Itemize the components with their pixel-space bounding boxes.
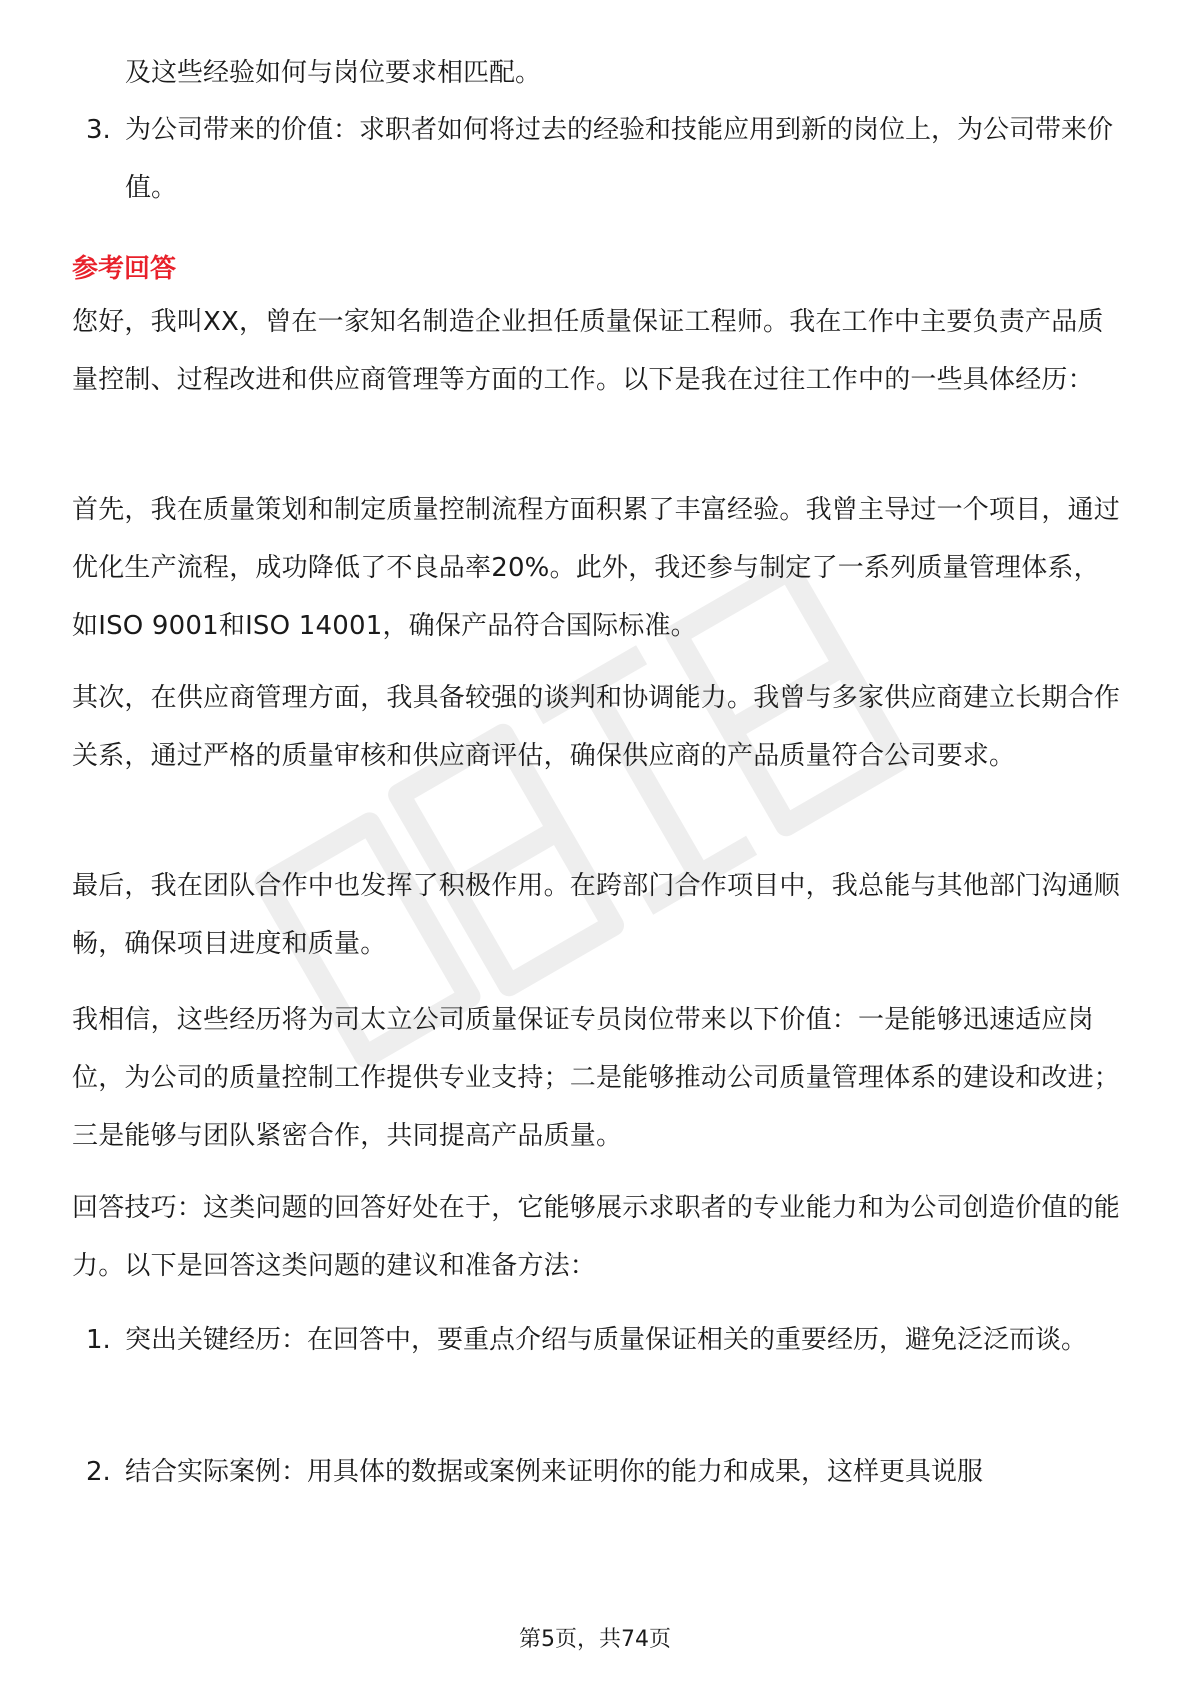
list-item-text: 结合实际案例：用具体的数据或案例来证明你的能力和成果，这样更具说服 — [125, 1457, 984, 1487]
list-number: 1. — [86, 1325, 111, 1355]
paragraph-tips: 回答技巧：这类问题的回答好处在于，它能够展示求职者的专业能力和为公司创造价值的能力。以下是回答这类问题的建议和准备方法： — [72, 1193, 1121, 1281]
list-item-text: 为公司带来的价值：求职者如何将过去的经验和技能应用到新的岗位上，为公司带来价值。 — [125, 115, 1114, 203]
paragraph-third: 最后，我在团队合作中也发挥了积极作用。在跨部门合作项目中，我总能与其他部门沟通顺畅，确保项目进度和质量。 — [72, 871, 1121, 959]
paragraph-intro: 您好，我叫XX，曾在一家知名制造企业担任质量保证工程师。我在工作中主要负责产品质量控制、过程改进和供应商管理等方面的工作。以下是我在过往工作中的一些具体经历： — [72, 307, 1104, 395]
paragraph-first: 首先，我在质量策划和制定质量控制流程方面积累了丰富经验。我曾主导过一个项目，通过优化生产流程，成功降低了不良品率20%。此外，我还参与制定了一系列质量管理体系，如ISO 9001和ISO 14001，确保产品符合国际标准。 — [72, 495, 1121, 641]
list-number: 2. — [86, 1457, 111, 1487]
paragraph-second: 其次，在供应商管理方面，我具备较强的谈判和协调能力。我曾与多家供应商建立长期合作关系，通过严格的质量审核和供应商评估，确保供应商的产品质量符合公司要求。 — [72, 683, 1121, 771]
list-number: 3. — [86, 115, 111, 145]
top-continuation-text: 及这些经验如何与岗位要求相匹配。 — [125, 58, 542, 88]
list-item-text: 突出关键经历：在回答中，要重点介绍与质量保证相关的重要经历，避免泛泛而谈。 — [125, 1325, 1088, 1355]
list-item-1 — [72, 1311, 1122, 1369]
list-item-2 — [72, 1443, 1122, 1501]
paragraph-value: 我相信，这些经历将为司太立公司质量保证专员岗位带来以下价值：一是能够迅速适应岗位，为公司的质量控制工作提供专业支持；二是能够推动公司质量管理体系的建设和改进；三是能够与团队紧密合作，共同提高产品质量。 — [72, 1005, 1121, 1151]
page-footer: 第5页，共74页 — [519, 1627, 671, 1652]
section-heading: 参考回答 — [72, 254, 177, 284]
list-item-3 — [72, 101, 1122, 217]
